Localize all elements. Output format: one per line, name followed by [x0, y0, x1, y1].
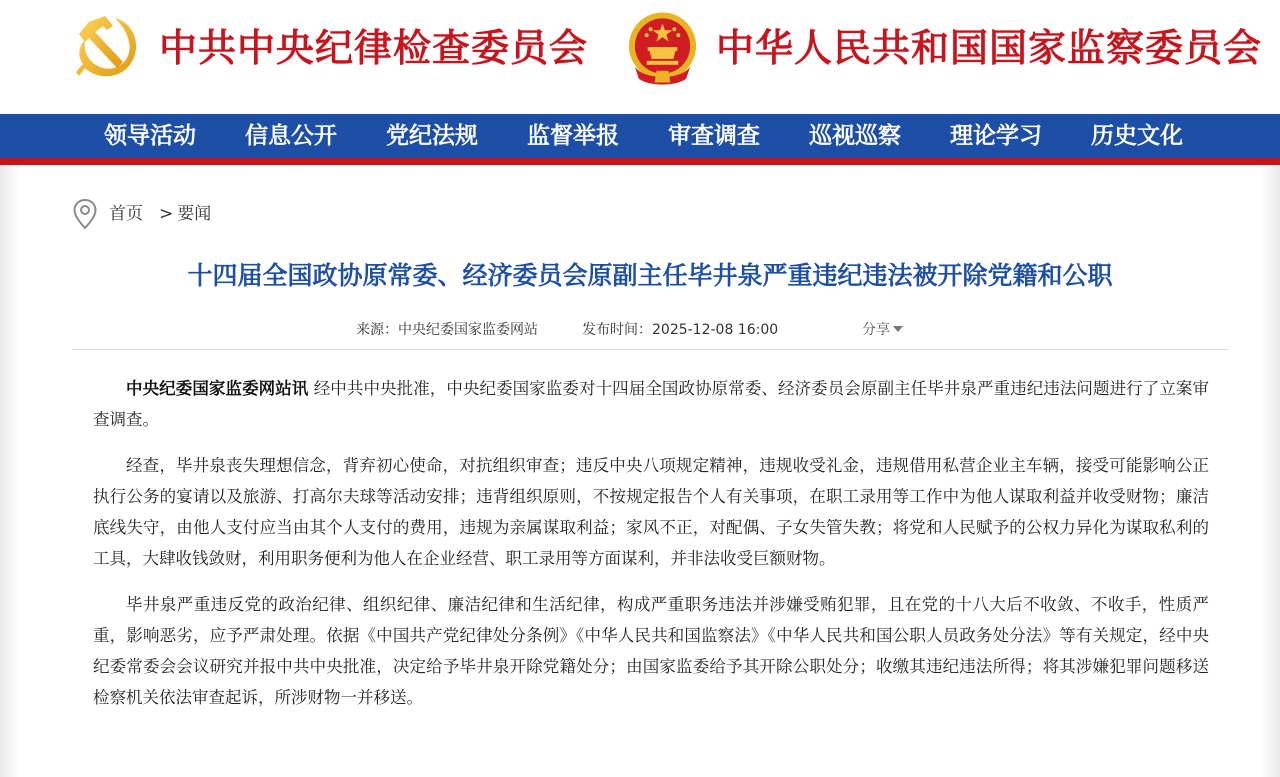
nsc-brand[interactable] — [625, 8, 1262, 88]
ccdi-brand[interactable] — [75, 12, 588, 84]
article-paragraph-text: 经中共中央批准，中央纪委国家监委对十四届全国政协原常委、经济委员会原副主任毕井泉严重违纪违法问题进行了立案审查调查。 — [93, 379, 1209, 429]
nsc-title: 中华人民共和国国家监察委员会 — [716, 25, 1263, 70]
article-source: 来源：中央纪委国家监委网站 — [356, 322, 538, 338]
nav-item-leadership[interactable]: 领导活动 — [104, 122, 196, 149]
article-meta — [0, 318, 1280, 342]
site-header — [0, 0, 1280, 114]
article-publish-time: 发布时间：2025-12-08 16:00 — [582, 322, 779, 338]
article-lead: 中央纪委国家监委网站讯 — [126, 379, 309, 398]
article-title: 十四届全国政协原常委、经济委员会原副主任毕井泉严重违纪违法被开除党籍和公职 — [187, 261, 1113, 290]
breadcrumb-home[interactable]: 首页 — [109, 204, 143, 224]
breadcrumb-current[interactable]: 要闻 — [177, 204, 212, 224]
article-body — [93, 373, 1209, 728]
nav-item-theory[interactable]: 理论学习 — [950, 122, 1042, 149]
location-pin-icon — [72, 198, 98, 230]
article-paragraph: 经查，毕井泉丧失理想信念，背弃初心使命，对抗组织审查；违反中央八项规定精神，违规收受礼金，违规借用私营企业主车辆，接受可能影响公正执行公务的宴请以及旅游、打高尔夫球等活动安排；违背组织原则，不按规定报告个人有关事项，在职工录用等工作中为他人谋取利益并收受财物；廉洁底线失守，由他人支付应当由其个人支付的费用，违规为亲属谋取利益；家风不正，对配偶、子女失管失教；将党和人民赋予的公权力异化为谋取私利的工具，大肆收钱敛财，利用职务便利为他人在企业经营、职工录用等方面谋利，并非法收受巨额财物。 — [93, 456, 1209, 568]
caret-down-icon — [893, 326, 903, 332]
nav-item-regulations[interactable]: 党纪法规 — [386, 122, 478, 149]
nav-item-inspection[interactable]: 巡视巡察 — [809, 122, 901, 149]
nav-accent-line — [0, 158, 1280, 165]
article-paragraph: 毕井泉严重违反党的政治纪律、组织纪律、廉洁纪律和生活纪律，构成严重职务违法并涉嫌受贿犯罪，且在党的十八大后不收敛、不收手，性质严重，影响恶劣，应予严肃处理。依据《中国共产党纪律处分条例》《中华人民共和国监察法》《中华人民共和国公职人员政务处分法》等有关规定，经中央纪委常委会会议研究并报中共中央批准，决定给予毕井泉开除党籍处分；由国家监委给予其开除公职处分；收缴其违纪违法所得；将其涉嫌犯罪问题移送检察机关依法审查起诉，所涉财物一并移送。 — [93, 595, 1209, 707]
share-label: 分享 — [862, 322, 890, 338]
nav-list — [104, 114, 1232, 158]
page-shadow-left — [0, 165, 20, 777]
breadcrumb-separator: > — [159, 204, 174, 224]
main-nav — [0, 114, 1280, 158]
nav-item-supervision[interactable]: 监督举报 — [527, 122, 619, 149]
nav-item-history[interactable]: 历史文化 — [1091, 122, 1183, 149]
share-button[interactable] — [862, 318, 903, 342]
breadcrumb — [72, 198, 211, 230]
ccdi-title: 中共中央纪律检查委员会 — [159, 25, 589, 70]
national-emblem-icon — [625, 9, 700, 87]
article-paragraph — [93, 373, 1209, 435]
meta-divider — [72, 349, 1229, 350]
nav-item-information[interactable]: 信息公开 — [245, 122, 337, 149]
nav-item-investigation[interactable]: 审查调查 — [668, 122, 760, 149]
hammer-sickle-icon — [75, 12, 145, 84]
page-shadow-right — [1260, 165, 1280, 777]
